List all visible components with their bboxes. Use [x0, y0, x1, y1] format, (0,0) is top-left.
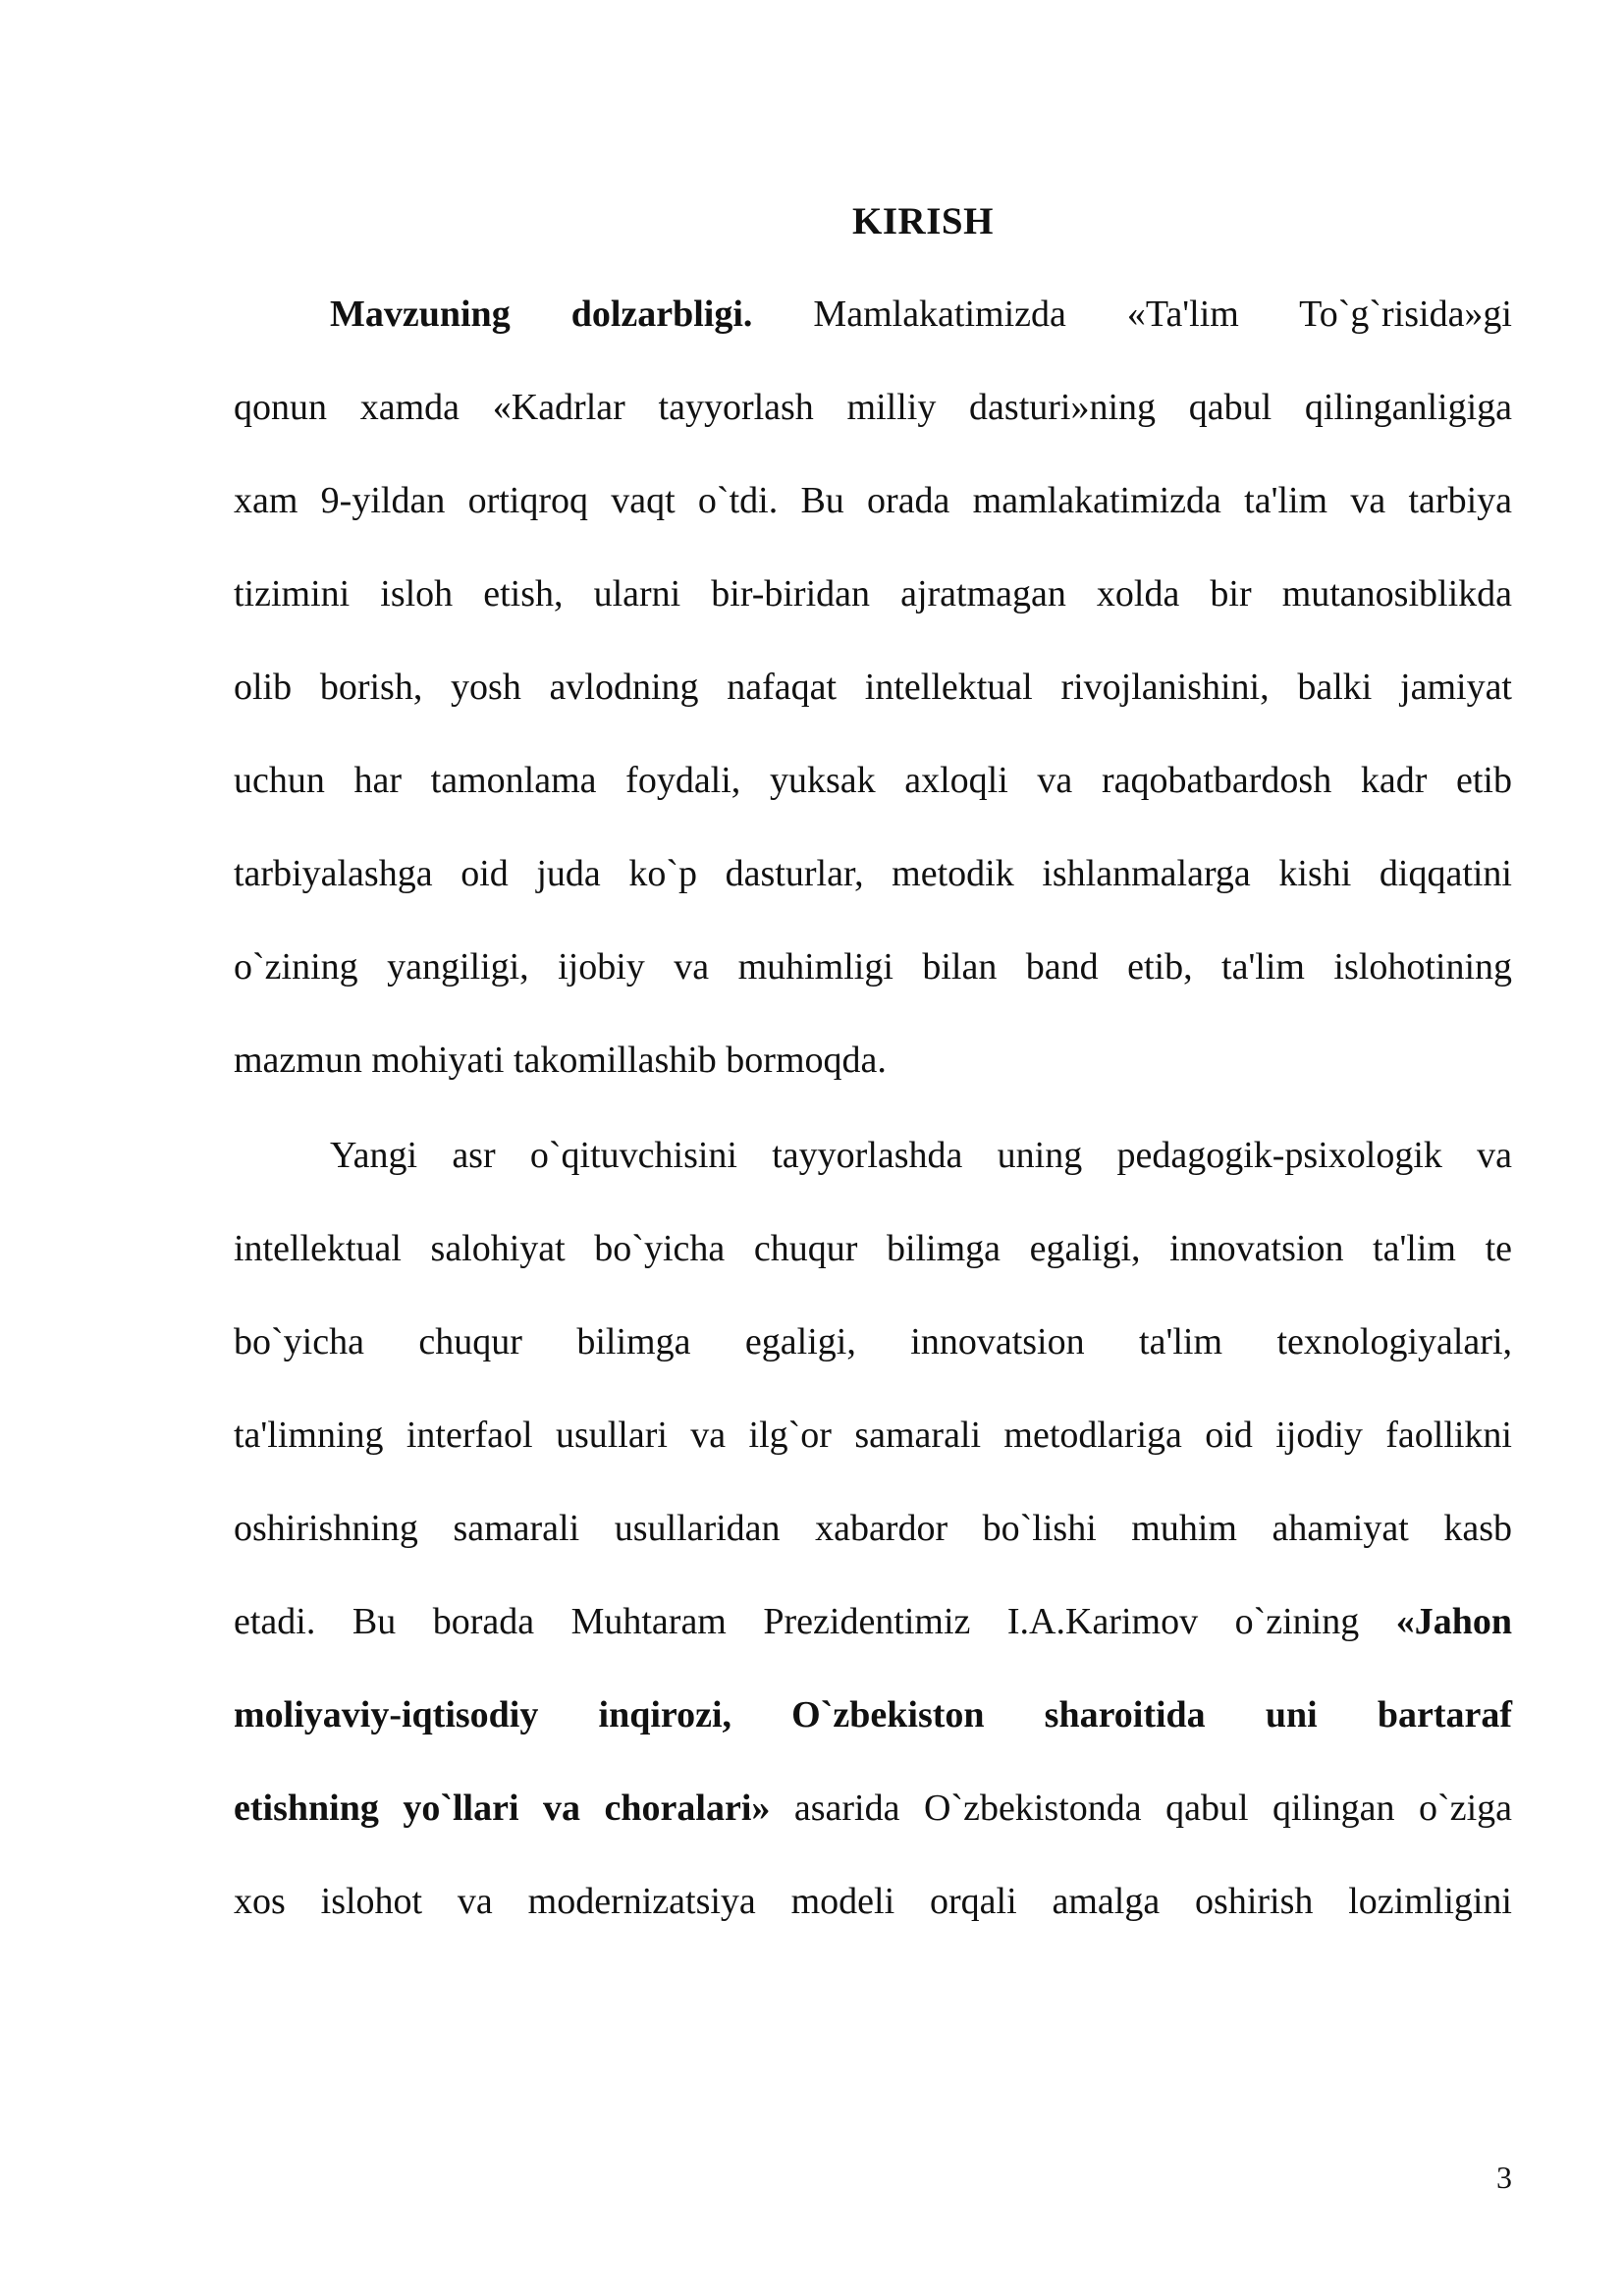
paragraph-heading: Mavzuning dolzarbligi. [330, 294, 753, 335]
paragraph-1-line-6: uchun har tamonlama foydali, yuksak axloqli va raqobatbardosh kadr etib [234, 760, 1512, 801]
paragraph-1-line-5: olib borish, yosh avlodning nafaqat intellektual rivojlanishini, balki jamiyat [234, 667, 1512, 708]
paragraph-2-line-4: ta'limning interfaol usullari va ilg`or samarali metodlariga oid ijodiy faollikni [234, 1415, 1512, 1456]
paragraph-2-line-1: Yangi asr o`qituvchisini tayyorlashda uning pedagogik-psixologik va [330, 1135, 1512, 1176]
paragraph-2-line-9: xos islohot va modernizatsiya modeli orqali amalga oshirish lozimligini [234, 1881, 1512, 1922]
paragraph-2-line-3: bo`yicha chuqur bilimga egaligi, innovatsion ta'lim texnologiyalari, [234, 1321, 1512, 1362]
page-title: KIRISH [852, 200, 994, 242]
paragraph-1-line-1-text: Mamlakatimizda «Ta'lim To`g`risida»gi [752, 294, 1512, 335]
paragraph-1-line-9: mazmun mohiyati takomillashib bormoqda. [234, 1040, 887, 1081]
paragraph-1-line-8: o`zining yangiligi, ijobiy va muhimligi bilan band etib, ta'lim islohotining [234, 946, 1512, 988]
paragraph-2-line-8 [234, 1779, 1512, 1838]
paragraph-1-line-4: tizimini isloh etish, ularni bir-biridan ajratmagan xolda bir mutanosiblikda [234, 573, 1512, 614]
paragraph-1-line-7: tarbiyalashga oid juda ko`p dasturlar, metodik ishlanmalarga kishi diqqatini [234, 853, 1512, 894]
book-title-start: «Jahon [1395, 1601, 1512, 1642]
paragraph-1-line-1 [330, 285, 1512, 344]
paragraph-2-line-8-text: asarida O`zbekistonda qabul qilingan o`ziga [770, 1788, 1512, 1829]
paragraph-2-line-6 [234, 1592, 1512, 1651]
paragraph-1-line-2: qonun xamda «Kadrlar tayyorlash milliy dasturi»ning qabul qilinganligiga [234, 387, 1512, 428]
paragraph-2-line-5: oshirishning samarali usullaridan xabardor bo`lishi muhim ahamiyat kasb [234, 1508, 1512, 1549]
book-title-middle: moliyaviy-iqtisodiy inqirozi, O`zbekiston sharoitida uni bartaraf [234, 1694, 1512, 1735]
page-number: 3 [1496, 2160, 1512, 2195]
paragraph-2-line-6-text: etadi. Bu borada Muhtaram Prezidentimiz I.A.Karimov o`zining [234, 1601, 1396, 1642]
paragraph-1-line-3: xam 9-yildan ortiqroq vaqt o`tdi. Bu orada mamlakatimizda ta'lim va tarbiya [234, 480, 1512, 521]
paragraph-2-line-2: intellektual salohiyat bo`yicha chuqur bilimga egaligi, innovatsion ta'lim te [234, 1228, 1512, 1269]
book-title-end: etishning yo`llari va choralari» [234, 1788, 771, 1829]
